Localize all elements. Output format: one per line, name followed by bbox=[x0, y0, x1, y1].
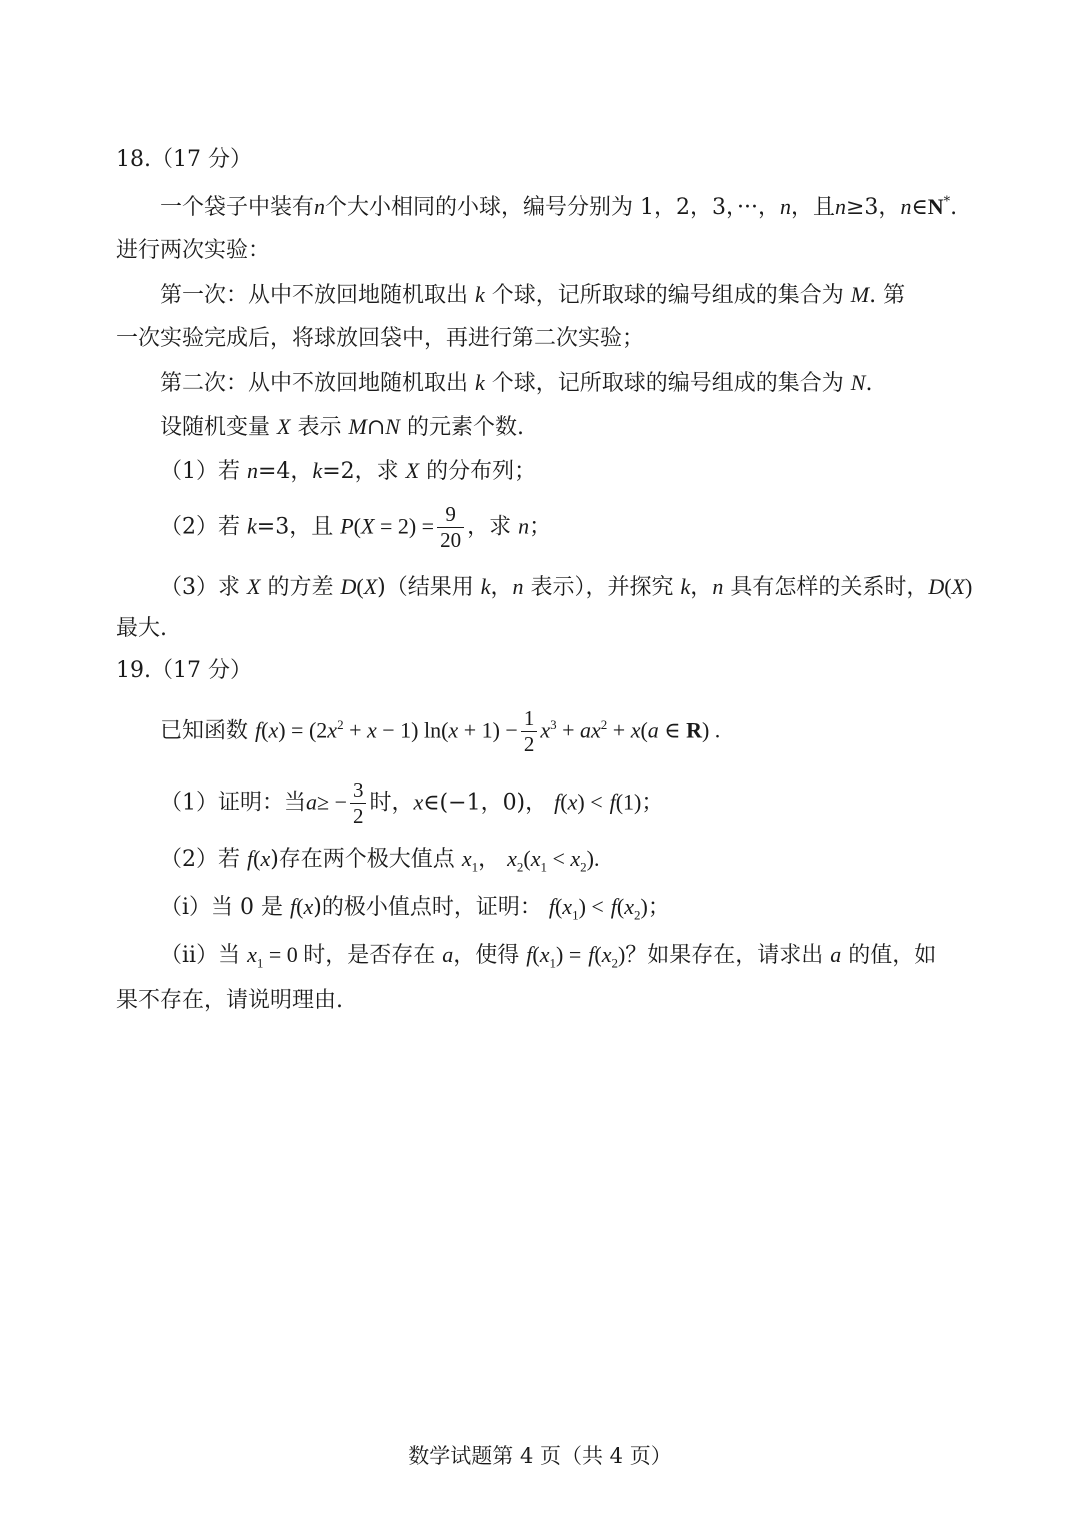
q18-part-1: （1）若 n=4，k=2，求 X 的分布列； bbox=[160, 458, 537, 484]
q18-line-6: 设随机变量 X 表示 M∩N 的元素个数. bbox=[160, 414, 524, 440]
q19-part-2-ii: （ii）当 $x_1 = 0$ 时，是否存在 a，使得 $f(x_1) = f(x_2)$？如果存在，请求出 a 的值，如 bbox=[160, 942, 937, 971]
q19-function-definition: 已知函数 $f(x) = (2x^2 + x - 1) \ln(x + 1)$ − $\frac{1}{2}$ $x^3 + ax^2 + x(a$ ∈ R) . bbox=[160, 706, 721, 756]
fraction-1-2: $\frac{1}{2}$ bbox=[521, 708, 538, 755]
q18-header: 18.（17 分） bbox=[116, 147, 252, 172]
q18-part-3-end: 最大. bbox=[116, 616, 167, 641]
q18-line-3: 第一次：从中不放回地随机取出 k 个球，记所取球的编号组成的集合为 M. 第 bbox=[160, 282, 906, 308]
q19-part-2: （2）若 f(x)存在两个极大值点 $x_1$， $x_2(x_1 < x_2)$. bbox=[160, 846, 600, 875]
fraction-3-2: $\frac{3}{2}$ bbox=[350, 780, 367, 827]
q19-part-2-i: （i）当 0 是 f(x)的极小值点时，证明： $f(x_1) < f(x_2)$； bbox=[160, 894, 670, 923]
q18-line-4: 一次实验完成后，将球放回袋中，再进行第二次实验； bbox=[116, 326, 645, 351]
q18-line-5: 第二次：从中不放回地随机取出 k 个球，记所取球的编号组成的集合为 N. bbox=[160, 370, 873, 396]
q19-part-2-ii-end: 果不存在，请说明理由. bbox=[116, 988, 343, 1013]
q18-part-3: （3）求 X 的方差 D(X)（结果用 k，n 表示），并探究 k，n 具有怎样的关系时，D(X) bbox=[160, 574, 973, 600]
q18-line-1: 一个袋子中装有n个大小相同的小球，编号分别为 1，2，3，···，n，且n≥3，n∈N*. bbox=[160, 194, 958, 220]
q19-header: 19.（17 分） bbox=[116, 658, 252, 683]
q19-part-1: （1）证明：当a≥ − $\frac{3}{2}$ 时，x∈(−1，0)， f(x) < f(1)； bbox=[160, 778, 664, 828]
fraction-9-20: $\frac{9}{20}$ bbox=[437, 504, 464, 551]
q18-line-2: 进行两次实验： bbox=[116, 238, 271, 263]
page-footer: 数学试题第 4 页（共 4 页） bbox=[408, 1444, 672, 1468]
q18-part-2: （2）若 k=3，且 P(X = 2) = $\frac{9}{20}$ ，求 n； bbox=[160, 502, 552, 552]
